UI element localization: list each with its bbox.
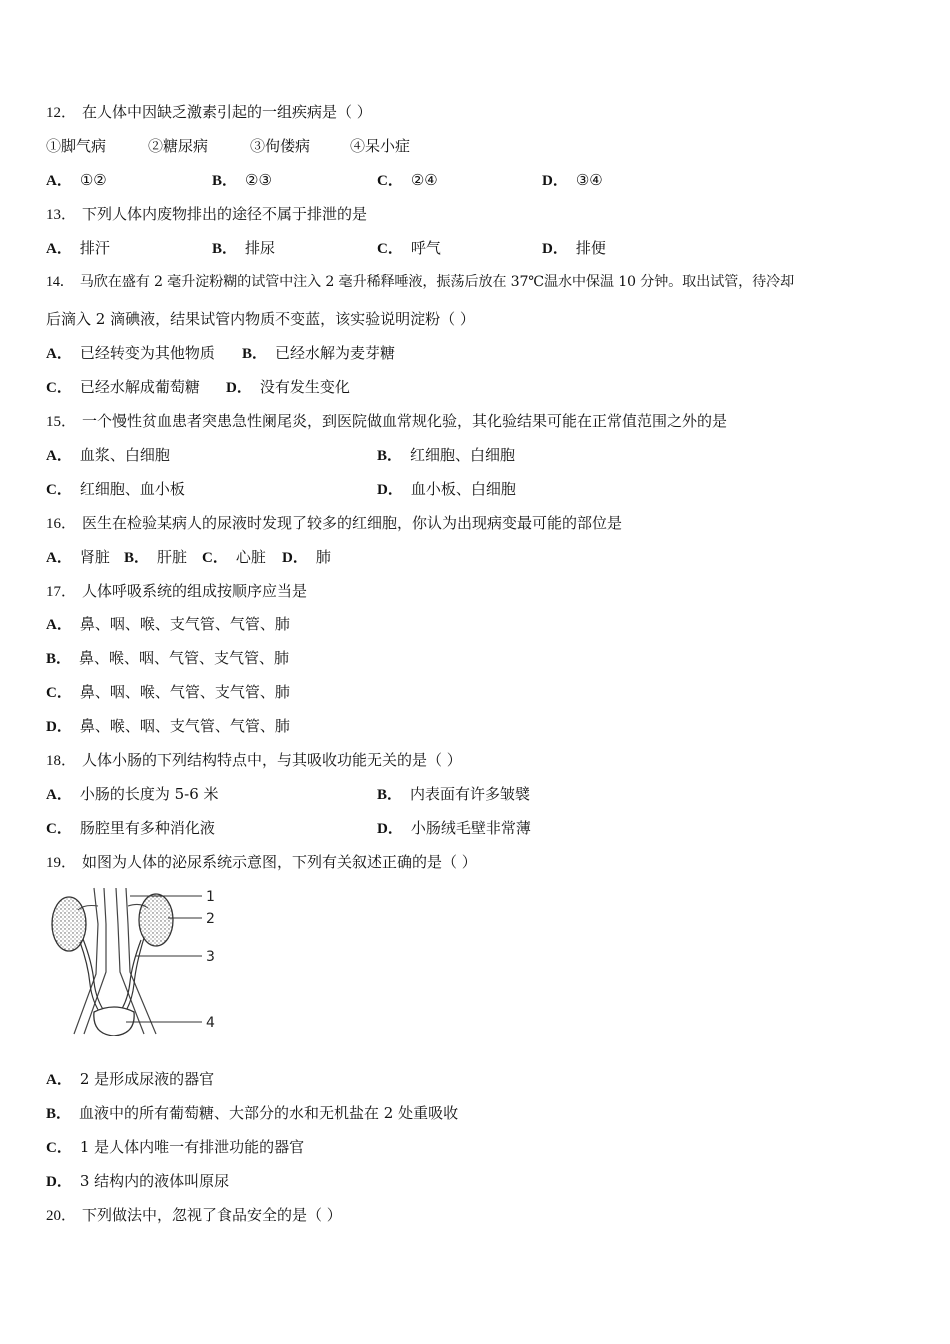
question-number: 18． — [46, 753, 77, 769]
q12-item-3: ③佝偻病 — [250, 137, 311, 155]
q18-option-b[interactable]: B． 内表面有许多皱襞 — [377, 785, 531, 803]
q13-option-b[interactable]: B． 排尿 — [212, 239, 276, 257]
question-14-stem-line2: 后滴入 2 滴碘液，结果试管内物质不变蓝，该实验说明淀粉（ ） — [46, 310, 475, 328]
question-number: 19． — [46, 855, 77, 871]
q12-item-2: ②糖尿病 — [148, 137, 209, 155]
urinary-system-svg — [44, 884, 234, 1036]
question-15-stem: 15． 一个慢性贫血患者突患急性阑尾炎，到医院做血常规化验，其化验结果可能在正常值范围之外的是 — [46, 412, 728, 430]
question-number: 20． — [46, 1208, 77, 1224]
q15-option-a[interactable]: A． 血浆、白细胞 — [46, 446, 170, 464]
q17-option-c[interactable]: C． 鼻、咽、喉、气管、支气管、肺 — [46, 683, 290, 701]
figure-label-2: 2 — [206, 911, 215, 927]
figure-label-1: 1 — [206, 889, 215, 905]
figure-label-3: 3 — [206, 949, 215, 965]
q19-option-b[interactable]: B． 血液中的所有葡萄糖、大部分的水和无机盐在 2 处重吸收 — [46, 1104, 459, 1122]
question-14-stem-line1: 14． 马欣在盛有 2 毫升淀粉糊的试管中注入 2 毫升稀释唾液，振荡后放在 37℃温水中保温 10 分钟。取出试管，待冷却 — [46, 274, 795, 290]
q16-option-c[interactable]: C． 心脏 — [202, 548, 266, 566]
question-number: 13． — [46, 207, 77, 223]
q13-option-a[interactable]: A． 排汗 — [46, 239, 110, 257]
question-number: 12． — [46, 105, 77, 121]
q13-option-c[interactable]: C． 呼气 — [377, 239, 441, 257]
q17-option-d[interactable]: D． 鼻、喉、咽、支气管、气管、肺 — [46, 717, 290, 735]
q12-item-1: ①脚气病 — [46, 137, 107, 155]
q16-option-b[interactable]: B． 肝脏 — [124, 548, 188, 566]
q17-option-b[interactable]: B． 鼻、喉、咽、气管、支气管、肺 — [46, 649, 290, 667]
question-18-stem: 18． 人体小肠的下列结构特点中，与其吸收功能无关的是（ ） — [46, 751, 462, 769]
q16-option-d[interactable]: D． 肺 — [282, 548, 331, 566]
q15-option-d[interactable]: D． 血小板、白细胞 — [377, 480, 516, 498]
q18-option-d[interactable]: D． 小肠绒毛壁非常薄 — [377, 819, 531, 837]
q17-option-a[interactable]: A． 鼻、咽、喉、支气管、气管、肺 — [46, 615, 290, 633]
urinary-system-diagram — [44, 884, 234, 1036]
question-17-stem: 17． 人体呼吸系统的组成按顺序应当是 — [46, 582, 308, 600]
question-16-stem: 16． 医生在检验某病人的尿液时发现了较多的红细胞，你认为出现病变最可能的部位是 — [46, 514, 623, 532]
left-ureter — [80, 942, 102, 1016]
q18-option-c[interactable]: C． 肠腔里有多种消化液 — [46, 819, 215, 837]
question-19-stem: 19． 如图为人体的泌尿系统示意图，下列有关叙述正确的是（ ） — [46, 853, 477, 871]
q15-option-b[interactable]: B． 红细胞、白细胞 — [377, 446, 516, 464]
figure-label-4: 4 — [206, 1015, 215, 1031]
q12-option-c[interactable]: C． ②④ — [377, 171, 438, 189]
question-number: 15． — [46, 414, 77, 430]
q14-option-c[interactable]: C． 已经水解成葡萄糖 — [46, 378, 200, 396]
q12-option-a[interactable]: A． ①② — [46, 171, 107, 189]
q19-option-d[interactable]: D． 3 结构内的液体叫原尿 — [46, 1172, 230, 1190]
question-number: 16． — [46, 516, 77, 532]
q18-option-a[interactable]: A． 小肠的长度为 5-6 米 — [46, 785, 219, 803]
q16-option-a[interactable]: A． 肾脏 — [46, 548, 110, 566]
q12-item-4: ④呆小症 — [350, 137, 411, 155]
question-13-stem: 13． 下列人体内废物排出的途径不属于排泄的是 — [46, 205, 368, 223]
q19-option-c[interactable]: C． 1 是人体内唯一有排泄功能的器官 — [46, 1138, 305, 1156]
q19-option-a[interactable]: A． 2 是形成尿液的器官 — [46, 1070, 215, 1088]
question-number: 14． — [46, 274, 74, 290]
question-20-stem: 20． 下列做法中，忽视了食品安全的是（ ） — [46, 1206, 342, 1224]
q14-option-b[interactable]: B． 已经水解为麦芽糖 — [242, 344, 396, 362]
q14-option-a[interactable]: A． 已经转变为其他物质 — [46, 344, 215, 362]
q13-option-d[interactable]: D． 排便 — [542, 239, 606, 257]
q14-option-d[interactable]: D． 没有发生变化 — [226, 378, 350, 396]
q15-option-c[interactable]: C． 红细胞、血小板 — [46, 480, 185, 498]
right-ureter — [124, 938, 144, 1014]
question-12-stem: 12． 在人体中因缺乏激素引起的一组疾病是（ ） — [46, 103, 372, 121]
q12-option-d[interactable]: D． ③④ — [542, 171, 603, 189]
question-number: 17． — [46, 584, 77, 600]
q12-option-b[interactable]: B． ②③ — [212, 171, 272, 189]
